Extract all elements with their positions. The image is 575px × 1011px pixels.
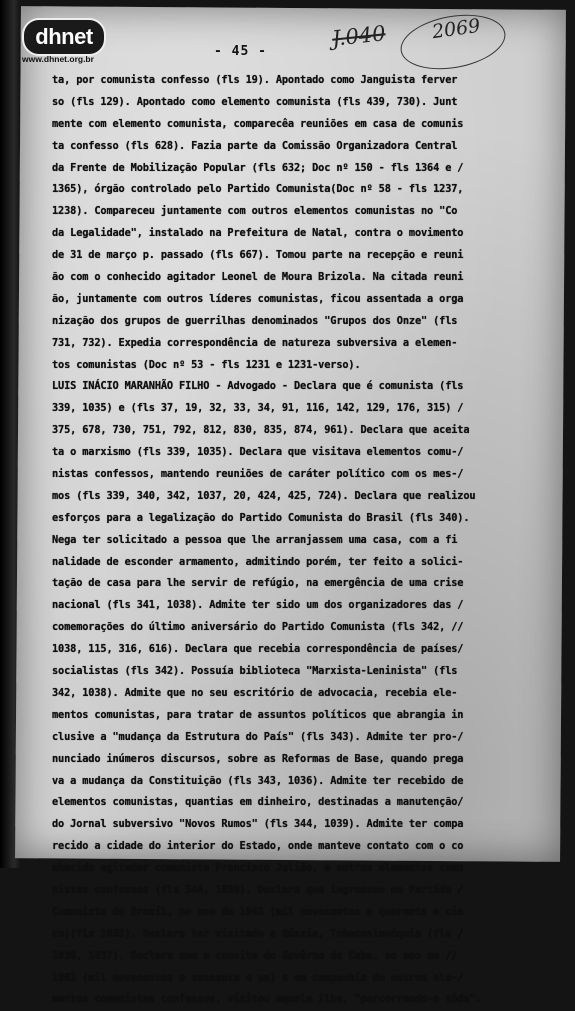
text-line: nização dos grupos de guerrilhas denominados "Grupos dos Onze" (fls — [52, 314, 458, 327]
text-line: do Jornal subversivo "Novos Rumos" (fls 344, 1039). Admite ter compa — [52, 818, 464, 831]
text-line: comemorações do último aniversário do Partido Comunista (fls 342, // — [52, 621, 464, 634]
text-line: tação de casa para lhe servir de refúgio, na emergência de uma crise — [52, 577, 464, 590]
text-line: ta o marxismo (fls 339, 1035). Declara que visitava elementos comu-/ — [52, 446, 464, 459]
handwritten-note: J.040 — [330, 21, 387, 51]
text-line: mente com elemento comunista, comparecêa reuniões em casa de comunis — [52, 117, 464, 130]
text-line: 1036, 1037). Declara que a convite do Govêrno de Cuba, no ano de // — [52, 949, 458, 962]
text-line: esforços para a legalização do Partido Comunista do Brasil (fls 340). — [52, 511, 470, 524]
text-line: mentos comunistas confessos, visitou aquela ilha, "percorrendo-a tôda". — [52, 993, 482, 1006]
text-line: nhecido agitador comunista Francisco Julião, e outros elementos comu — [52, 862, 464, 875]
text-line: ta, por comunista confesso (fls 19). Apontado como Janguista ferver — [52, 74, 458, 86]
text-line: de 31 de março p. passado (fls 667). Tomou parte na recepção e reuni — [52, 249, 464, 262]
text-line: 731, 732). Expedia correspondência de natureza subversiva a elemen- — [52, 336, 458, 349]
text-line: ão com o conhecido agitador Leonel de Moura Brizola. Na citada reuni — [52, 271, 464, 284]
text-line: 1238). Compareceu juntamente com outros elementos comunistas no "Co — [52, 205, 458, 218]
page-number: - 45 - — [214, 44, 267, 59]
text-line: da Legalidade", instalado na Prefeitura de Natal, contra o movimento — [52, 227, 464, 240]
text-line: 375, 678, 730, 751, 792, 812, 830, 835, 874, 961). Declara que aceita — [52, 424, 470, 437]
text-line: 1038, 115, 316, 616). Declara que recebia correspondência de países/ — [52, 643, 464, 656]
text-line: LUIS INÁCIO MARANHÃO FILHO - Advogado - Declara que é comunista (fls — [52, 380, 464, 393]
text-line: 339, 1035) e (fls 37, 19, 32, 33, 34, 91, 116, 142, 129, 176, 315) / — [52, 402, 464, 415]
dhnet-logo — [22, 18, 106, 56]
text-line: nistas confessos, mantendo reuniões de caráter político com os mes-/ — [52, 468, 464, 481]
logo-text: dhnet — [35, 24, 93, 49]
text-line: co)(fls 1035). Declara ter visitado a Rússia, Tchecoslováquia (fls / — [52, 927, 464, 940]
handwritten-number: 2069 — [430, 14, 482, 44]
text-line: mentos comunistas, para tratar de assuntos políticos que abrangia in — [52, 708, 464, 721]
text-line: socialistas (fls 342). Possuía biblioteca "Marxista-Leninista" (fls — [52, 665, 458, 678]
text-line: so (fls 129). Apontado como elemento comunista (fls 439, 730). Junt — [52, 95, 458, 108]
text-line: ta confesso (fls 628). Fazia parte da Comissão Organizadora Central — [52, 139, 458, 152]
text-line: 342, 1038). Admite que no seu escritório de advocacia, recebia ele- — [52, 686, 458, 699]
text-line: nacional (fls 341, 1038). Admite ter sido um dos organizadores das / — [52, 599, 464, 612]
document-body — [52, 70, 547, 1011]
text-line: tos comunistas (Doc nº 53 - fls 1231 e 1231-verso). — [52, 358, 361, 371]
site-url: www.dhnet.org.br — [22, 54, 94, 64]
text-line: elementos comunistas, quantias em dinheiro, destinadas a manutenção/ — [52, 796, 464, 809]
text-line: nalidade de esconder armamento, admitindo porém, ter feito a solici- — [52, 555, 464, 568]
text-line: Comunista do Brasil, no ano de 1945 (mil novecentos e quarenta e cin — [52, 905, 464, 918]
text-line: ão, juntamente com outros líderes comunistas, ficou assentada a orga — [52, 292, 464, 305]
text-line: 1365), órgão controlado pelo Partido Comunista(Doc nº 58 - fls 1237, — [52, 183, 464, 196]
text-line: nunciado inúmeros discursos, sobre as Reformas de Base, quando prega — [52, 752, 464, 765]
text-line: mos (fls 339, 340, 342, 1037, 20, 424, 425, 724). Declara que realizou — [52, 489, 476, 502]
text-line: nistas confessos (fls 344, 1039). Declara que ingressou no Partido / — [52, 883, 464, 896]
text-line: va a mudança da Constituição (fls 343, 1036). Admite ter recebido de — [52, 774, 464, 787]
text-line: da Frente de Mobilização Popular (fls 632; Doc nº 150 - fls 1364 e / — [52, 161, 464, 174]
text-line: clusive a "mudança da Estrutura do País" (fls 343). Admite ter pro-/ — [52, 730, 464, 743]
text-line: 1961 (mil novecentos e sessenta e um) e em companhia de outros ele-/ — [52, 971, 464, 984]
text-line: Nega ter solicitado a pessoa que lhe arranjassem uma casa, com a fi — [52, 533, 458, 546]
text-line: recido a cidade do interior do Estado, onde manteve contato com o co — [52, 840, 464, 853]
